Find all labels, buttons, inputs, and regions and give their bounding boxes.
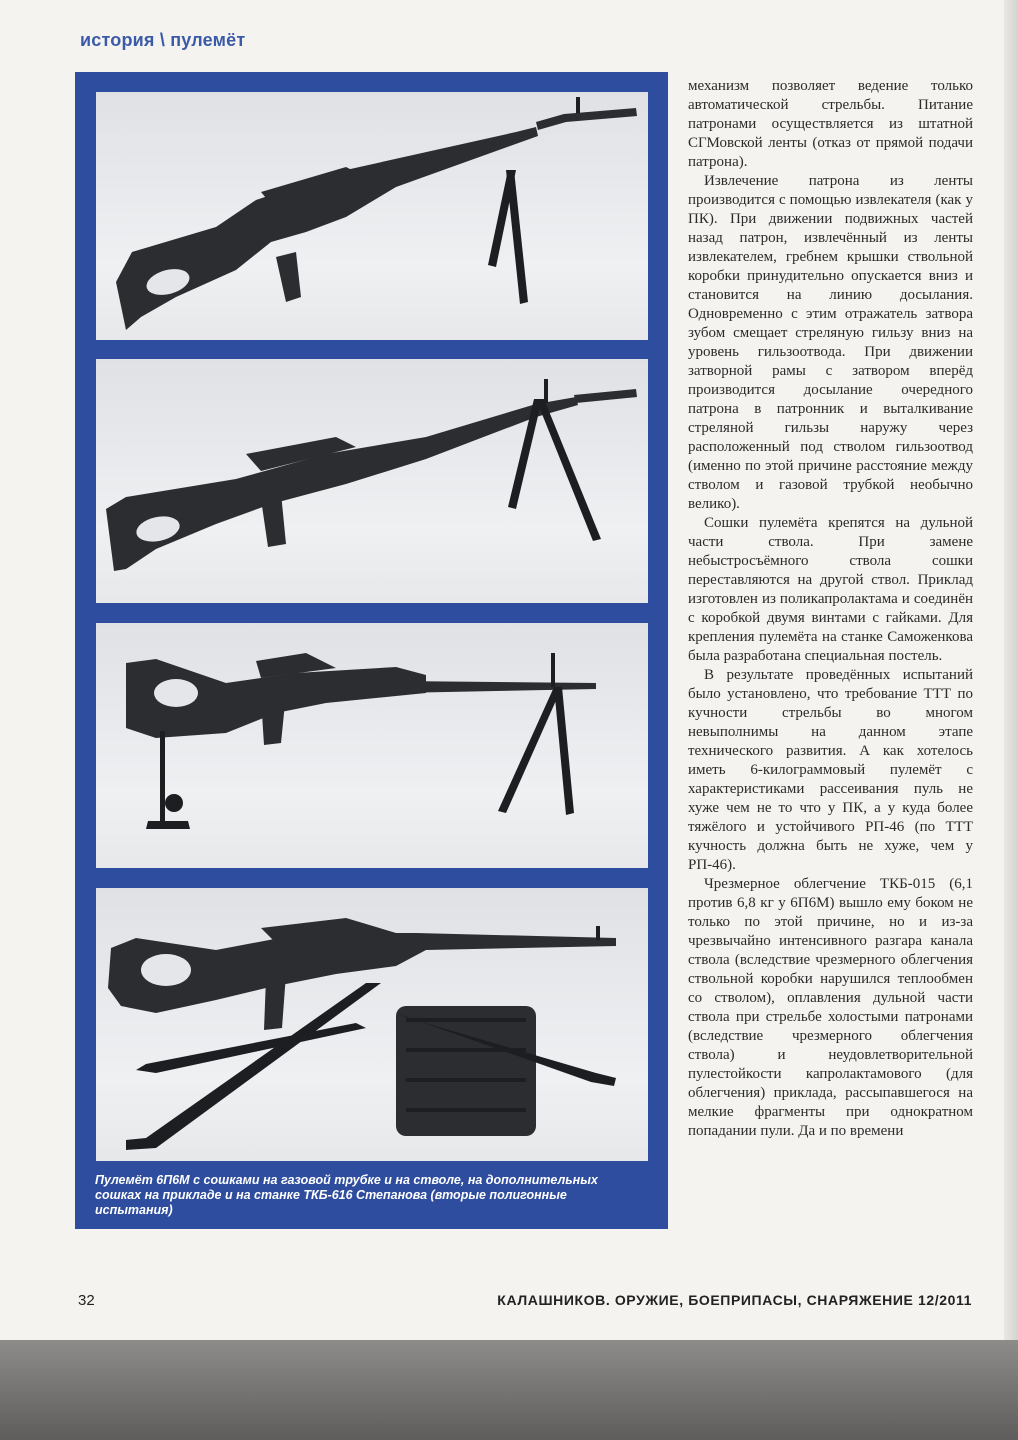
paragraph: Чрезмерное облегчение ТКБ-015 (6,1 против 6,8 кг у 6П6М) вышло ему боком не только по этой причине, но и из-за чрезвычайно интенсивного разгара канала ствола (вследствие чрезмерного облегчения ствольной коробки нарушился теплообмен со стволом), оплавления дульной части ствола при стрельбе холостыми патронами (вследствие чрезмерного облегчения ствола) и неудовлетворительной пулестойкости капролактамового (для облегчения) приклада, рассыпавшегося на мелкие фрагменты при однократном попадании пули. Да и по времени (688, 876, 973, 1139)
photo-machine-gun-bipod-barrel (96, 359, 648, 603)
section-header: история \ пулемёт (80, 30, 246, 50)
paragraph: Сошки пулемёта крепятся на дульной части ствола. При замене небыстросъёмного ствола сошки переставляются на другой ствол. Приклад изготовлен из поликапролактама и соединён с коробкой двумя винтами с гайками. Для крепления пулемёта на станке Саможенкова была разработана специальная постель. (688, 515, 973, 664)
paragraph: механизм позволяет ведение только автоматической стрельбы. Питание патронами осуществляется из штатной СГМовской ленты (отказ от прямой подачи патрона). (688, 78, 973, 170)
magazine-title: КАЛАШНИКОВ. ОРУЖИЕ, БОЕПРИПАСЫ, СНАРЯЖЕНИЕ 12/2011 (497, 1292, 972, 1308)
page-number: 32 (78, 1292, 95, 1309)
machine-gun-image (96, 623, 648, 868)
machine-gun-image (96, 92, 648, 340)
article-text (688, 77, 973, 1141)
photo-caption: Пулемёт 6П6М с сошками на газовой трубке и на стволе, на дополнительных сошках на прикладе и на станке ТКБ-616 Степанова (вторые полигонные испытания) (95, 1173, 598, 1217)
photo-machine-gun-tripod-box (96, 888, 648, 1161)
photo-machine-gun-bipod-gas-tube (96, 92, 648, 340)
paragraph: Извлечение патрона из ленты производится с помощью извлекателя (как у ПК). При движении подвижных частей назад патрон, извлечённый из ленты извлекателем, гребнем крышки ствольной коробки принудительно опускается вниз и становится на линию досылания. Одновременно с этим отражатель затвора зубом смещает стреляную гильзу вниз на уровень гильзоотвода. При движении затворной рамы с затвором вперёд производится досылание очередного патрона в патронник и выталкивание стреляной гильзы наружу через расположенный под стволом гильзоотвод (именно по этой причине расстояние между стволом и газовой трубкой необычно велико). (688, 173, 973, 512)
scan-background (0, 1340, 1018, 1440)
photo-machine-gun-stock-bipod (96, 623, 648, 868)
machine-gun-image (96, 359, 648, 603)
paragraph: В результате проведённых испытаний было установлено, что требование ТТТ по кучности стрельбы во многом невыполнимы на данном этапе технического развития. А как хотелось иметь 6-килограммовый пулемёт с характеристиками рассеивания пуль не хуже чем не то что у ПК, а у куда более тяжёлого и устойчивого РП-46 (по ТТТ кучность должна быть не хуже, чем у РП-46). (688, 667, 973, 873)
page-edge (1004, 0, 1018, 1340)
photo-panel (75, 72, 668, 1229)
machine-gun-image (96, 888, 648, 1161)
